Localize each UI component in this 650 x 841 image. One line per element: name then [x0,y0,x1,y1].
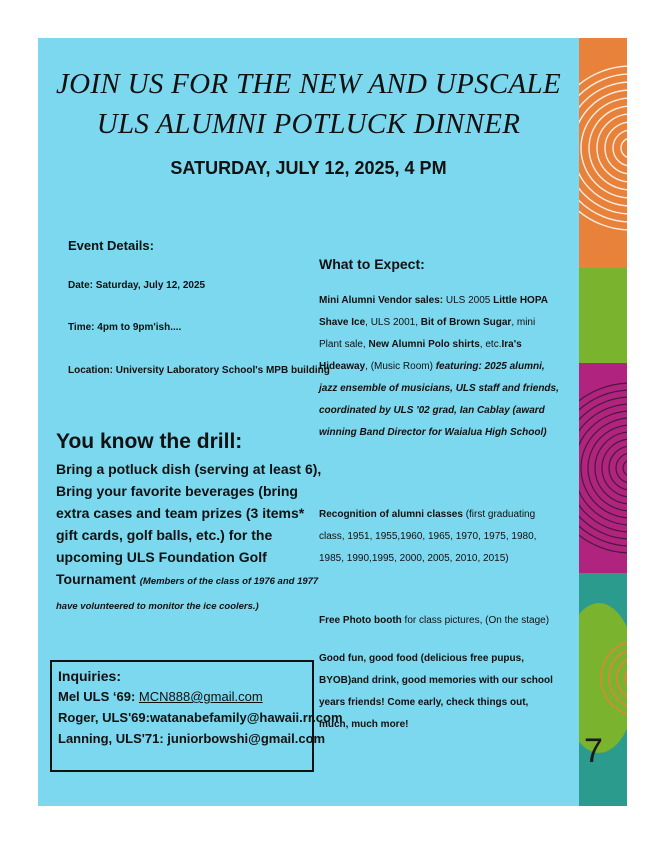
inquiry-contact-roger: Roger, ULS'69:watanabefamily@hawaii.rr.com [58,710,343,725]
vendor-sales-label: Mini Alumni Vendor sales: [319,295,444,306]
vendor-text-9: , (Music Room) [365,361,436,372]
event-date-detail: Date: Saturday, July 12, 2025 [68,280,206,291]
what-to-expect-heading: What to Expect: [319,256,425,272]
vendor-text-10: featuring: 2025 alumni, jazz ensemble of musicians, ULS staff and friends, coordinated by ULS '02 grad, Ian Cablay (award winning Band Director for Waialua High School) [319,361,559,438]
closing-paragraph: Good fun, good food (delicious free pupus, BYOB)and drink, good memories with our school years friends! Come early, check things out, much, much more! [319,653,553,730]
page-number: 7 [584,732,603,770]
green-oval [579,603,627,753]
vendor-text-6: New Alumni Polo shirts [368,339,480,350]
inquiry-contact-lanning: Lanning, ULS'71: juniorbowshi@gmail.com [58,731,326,746]
event-location-detail: Location: University Laboratory School's MPB building [68,365,330,376]
photo-booth-paragraph [319,610,559,632]
vendor-text-4: Bit of Brown Sugar [420,317,512,328]
event-date-heading: SATURDAY, JULY 12, 2025, 4 PM [170,158,447,178]
inquiry-contact-mel [58,686,306,707]
inquiry-mel-label: Mel ULS ‘69: [58,689,139,704]
vendor-text-1: ULS 2005 [443,295,494,306]
recognition-paragraph [319,504,559,570]
photo-booth-text: for class pictures, (On the stage) [401,615,550,626]
title-line-2: ULS ALUMNI POTLUCK DINNER [96,108,521,140]
vendor-text-5: , mini Plant sale, [319,317,536,350]
event-details-heading: Event Details: [68,238,154,253]
strip-magenta-band [579,363,627,573]
photo-booth-label: Free Photo booth [319,615,402,626]
vendor-sales-paragraph [319,290,559,444]
vendor-text-8: Ira's Hideaway [319,339,522,372]
mel-email-link[interactable]: MCN888@gmail.com [138,689,263,704]
drill-note: (Members of the class of 1976 and 1977 have volunteered to monitor the ice coolers.) [56,576,319,612]
flyer-panel [38,38,579,806]
flyer-slide [38,38,627,806]
vendor-text-7: , etc. [479,339,502,350]
title-line-1: JOIN US FOR THE NEW AND UPSCALE [56,68,561,100]
drill-heading: You know the drill: [56,430,243,453]
inquiries-box [50,660,343,772]
decorative-side-strip [579,38,627,806]
inquiries-heading: Inquiries: [58,668,122,684]
vendor-text-3: , ULS 2001, [365,317,421,328]
vendor-text-2: Little HOPA Shave Ice [319,295,548,328]
strip-green-band [579,268,627,363]
drill-body [56,458,326,618]
event-time-detail: Time: 4pm to 9pm'ish.... [68,322,182,333]
recognition-label: Recognition of alumni classes [319,509,463,520]
recognition-text: (first graduating class, 1951, 1955,1960, 1965, 1970, 1975, 1980, 1985, 1990,1995, 2000, 2005, 2010, 2015) [319,509,537,564]
strip-orange-band [579,38,627,268]
drill-text: Bring a potluck dish (serving at least 6), Bring your favorite beverages (bring extra cases and team prizes (3 items* gift cards, golf balls, etc.) for the upcoming ULS Foundation Golf Tournament [56,461,322,587]
